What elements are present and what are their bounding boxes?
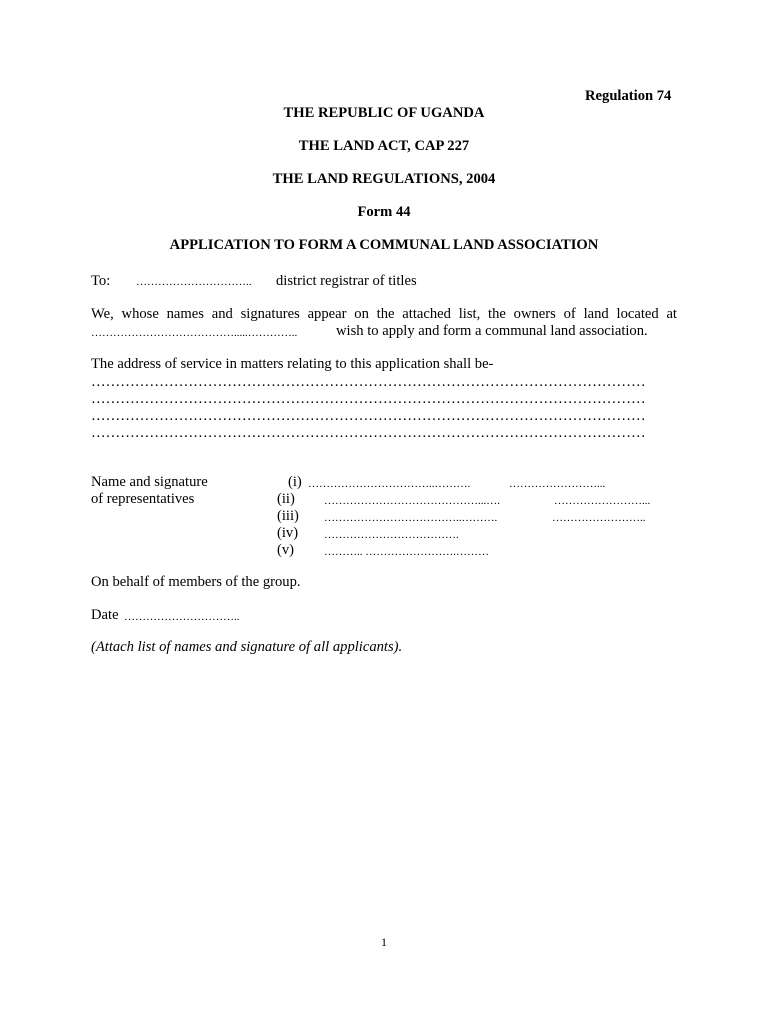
rep-3-number: (iii) — [277, 508, 299, 524]
to-dots: ………………………….. — [136, 276, 252, 288]
date-dots: ………………………….. — [124, 611, 240, 623]
representatives-label-2: of representatives — [91, 491, 195, 507]
to-label: To: — [91, 273, 111, 289]
on-behalf-statement: On behalf of members of the group. — [91, 574, 301, 590]
address-line-3: …………………………………………………………………………………………………… — [91, 408, 646, 424]
form-number: Form 44 — [357, 204, 411, 220]
rep-4-number: (iv) — [277, 525, 299, 541]
rep-1-signature-dots: ……………………... — [509, 478, 606, 490]
rep-1-name-dots: ……………………………..………. — [308, 478, 471, 490]
address-label: The address of service in matters relating to this application shall be- — [91, 356, 494, 372]
rep-1-number: (i) — [288, 474, 302, 490]
form-title: APPLICATION TO FORM A COMMUNAL LAND ASSOCIATION — [169, 237, 599, 253]
representatives-label-1: Name and signature — [91, 474, 208, 490]
rep-3-signature-dots: …………………….. — [552, 512, 646, 524]
republic-heading: THE REPUBLIC OF UGANDA — [283, 105, 485, 121]
to-recipient: district registrar of titles — [276, 273, 417, 289]
act-heading: THE LAND ACT, CAP 227 — [298, 138, 470, 154]
address-line-1: …………………………………………………………………………………………………… — [91, 374, 646, 390]
rep-2-name-dots: ……………………………………...…. — [324, 495, 500, 507]
attach-note: (Attach list of names and signature of all applicants). — [91, 639, 403, 655]
page-number: 1 — [381, 935, 387, 949]
address-line-2: …………………………………………………………………………………………………… — [91, 391, 646, 407]
rep-5-name-dots: ……….. …………………….……… — [324, 546, 489, 558]
regulation-number: Regulation 74 — [585, 88, 672, 104]
intro-line-2: wish to apply and form a communal land association. — [336, 323, 648, 339]
date-label: Date — [91, 607, 119, 623]
rep-5-number: (v) — [277, 542, 295, 558]
intro-location-dots: ………………………………….....………….. — [91, 327, 298, 339]
regulations-heading: THE LAND REGULATIONS, 2004 — [272, 171, 496, 187]
rep-2-number: (ii) — [277, 491, 295, 507]
rep-4-name-dots: ………………………………. — [324, 529, 459, 541]
rep-3-name-dots: ………………………………..………. — [324, 512, 498, 524]
rep-2-signature-dots: ……………………... — [554, 495, 651, 507]
intro-line-1: We, whose names and signatures appear on the attached list, the owners of land located at — [91, 306, 677, 322]
address-line-4: …………………………………………………………………………………………………… — [91, 425, 646, 441]
